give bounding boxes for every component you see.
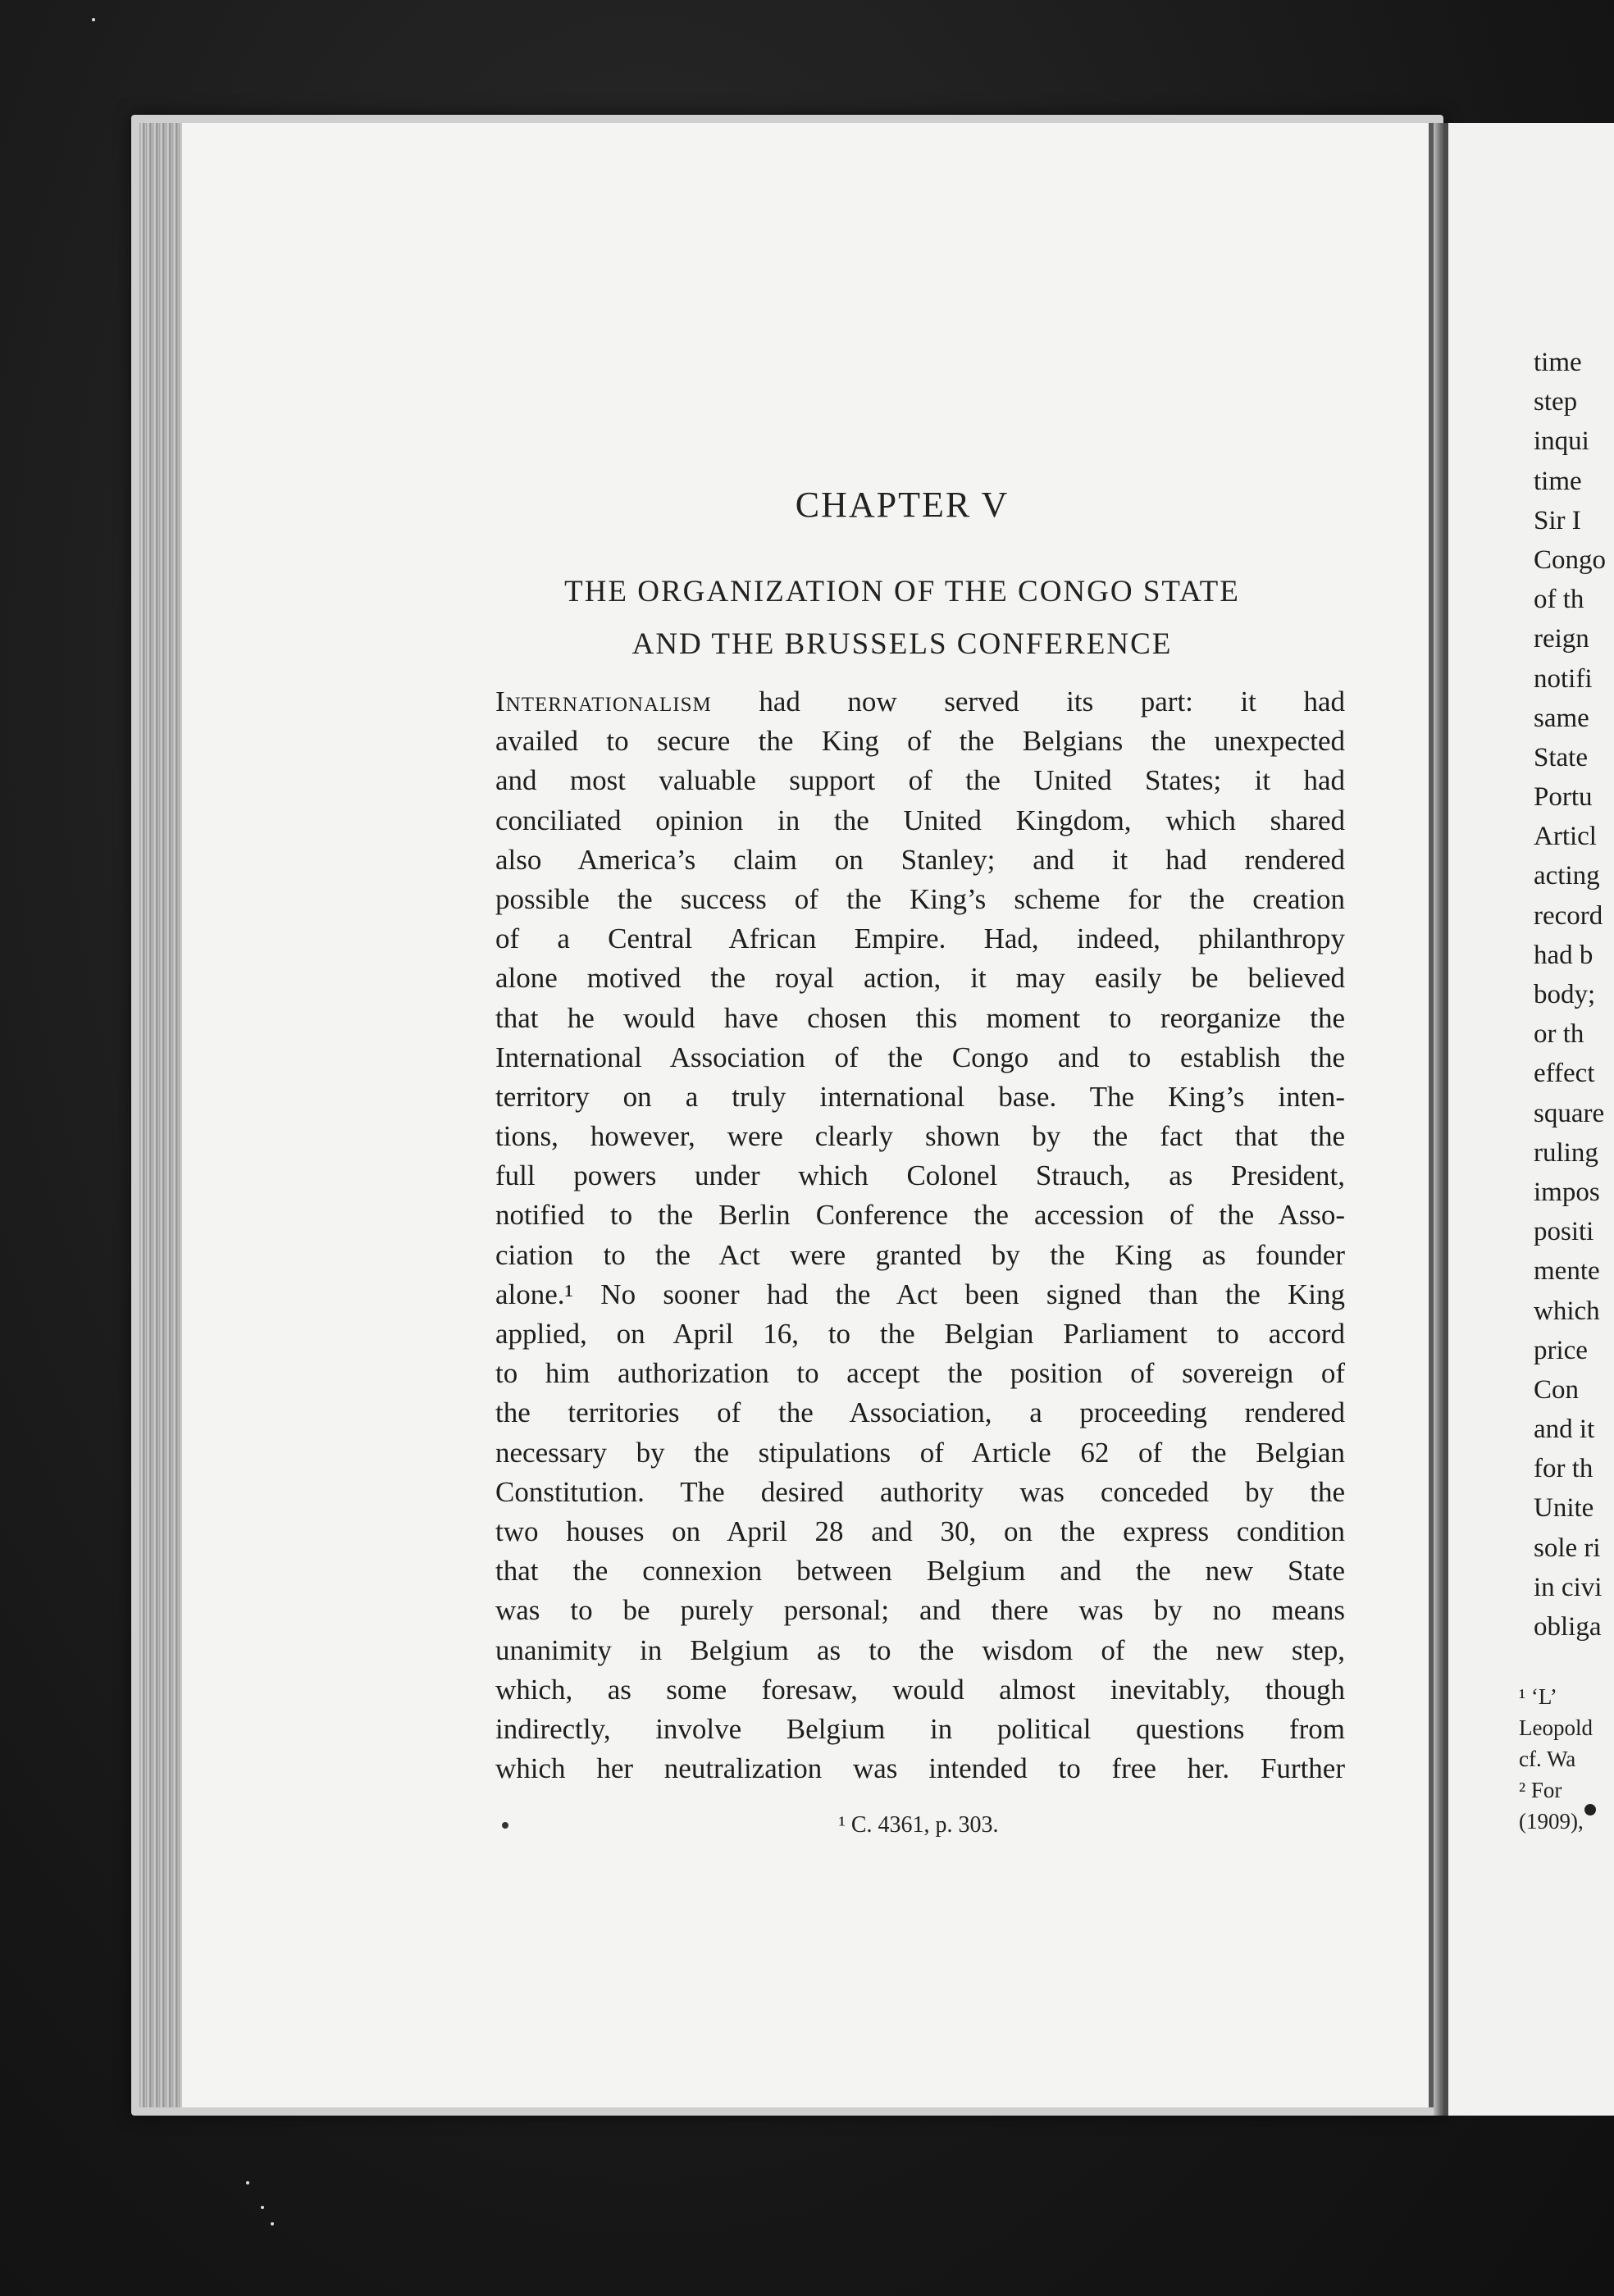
right-line: obliga: [1534, 1612, 1602, 1642]
body-line: Constitution. The desired authority was conceded by the: [495, 1475, 1345, 1508]
right-line: Unite: [1534, 1493, 1594, 1524]
body-line: full powers under which Colonel Strauch, as President,: [495, 1159, 1345, 1192]
right-line: for th: [1534, 1454, 1593, 1484]
body-line: alone motived the royal action, it may easily be believed: [495, 962, 1345, 995]
body-line: applied, on April 16, to the Belgian Parliament to accord: [495, 1318, 1345, 1350]
body-line: unanimity in Belgium as to the wisdom of the new step,: [495, 1633, 1345, 1666]
right-line: had b: [1534, 940, 1593, 970]
right-line: inqui: [1534, 426, 1589, 457]
right-line: time: [1534, 348, 1582, 377]
right-line: sole ri: [1534, 1533, 1601, 1563]
right-line: Portu: [1534, 782, 1593, 813]
right-line: ruling: [1534, 1137, 1598, 1168]
body-line: notified to the Berlin Conference the accession of the Asso-: [495, 1199, 1345, 1232]
right-footnote-line: Leopold: [1519, 1715, 1593, 1740]
right-footnote-line: ² For: [1519, 1778, 1562, 1802]
right-line: Articl: [1534, 822, 1597, 852]
body-line: that he would have chosen this moment to reorganize the: [495, 1001, 1345, 1034]
body-line: was to be purely personal; and there was by no means: [495, 1594, 1345, 1627]
opening-word: Internationalism: [495, 686, 712, 718]
right-footnote-line: cf. Wa: [1519, 1747, 1576, 1771]
chapter-title: [492, 566, 1312, 671]
right-line: square: [1534, 1098, 1605, 1128]
right-line: positi: [1534, 1217, 1594, 1247]
body-line: which, as some foresaw, would almost inevitably, though: [495, 1673, 1345, 1706]
right-page-footnotes: [1519, 1681, 1614, 1837]
body-line: to him authorization to accept the position of sovereign of: [495, 1357, 1345, 1390]
print-speck: [1584, 1804, 1596, 1815]
right-line: mente: [1534, 1256, 1600, 1287]
scan-speck: [92, 18, 95, 21]
right-line: acting: [1534, 861, 1600, 891]
body-line: of a Central African Empire. Had, indeed, philanthropy: [495, 922, 1345, 955]
body-line: and most valuable support of the United States; it had: [495, 764, 1345, 797]
footnote: ¹ C. 4361, p. 303.: [838, 1812, 999, 1838]
body-line: tions, however, were clearly shown by the fact that the: [495, 1120, 1345, 1153]
right-line: step: [1534, 387, 1578, 417]
scan-speck: [246, 2181, 249, 2184]
body-line: Internationalism had now served its part: it had: [495, 686, 1345, 718]
body-line: conciliated opinion in the United Kingdom, which shared: [495, 804, 1345, 836]
right-line: Sir I: [1534, 505, 1581, 535]
right-line: price: [1534, 1335, 1588, 1365]
right-line: of th: [1534, 585, 1584, 615]
chapter-title-line: AND THE BRUSSELS CONFERENCE: [631, 627, 1173, 661]
body-line: possible the success of the King’s scheme for the creation: [495, 882, 1345, 915]
body-line: two houses on April 28 and 30, on the express condition: [495, 1515, 1345, 1547]
chapter-number: CHAPTER V: [795, 485, 1010, 525]
body-line: which her neutralization was intended to free her. Further: [495, 1752, 1345, 1785]
right-line: record: [1534, 900, 1603, 931]
right-footnote-line: (1909),: [1519, 1809, 1584, 1834]
right-line: State: [1534, 742, 1588, 772]
right-line: Congo: [1534, 544, 1607, 575]
chapter-title-line: THE ORGANIZATION OF THE CONGO STATE: [564, 575, 1240, 608]
body-line: availed to secure the King of the Belgians the unexpected: [495, 725, 1345, 758]
right-line: and it: [1534, 1414, 1595, 1445]
body-line: International Association of the Congo and to establish the: [495, 1041, 1345, 1073]
body-line: the territories of the Association, a proceeding rendered: [495, 1396, 1345, 1429]
right-line: Con: [1534, 1374, 1580, 1405]
scan-speck: [271, 2222, 274, 2225]
body-line: ciation to the Act were granted by the King as founder: [495, 1238, 1345, 1271]
right-line: body;: [1534, 980, 1596, 1009]
right-page-text: [1534, 343, 1614, 1647]
body-line: necessary by the stipulations of Article 62 of the Belgian: [495, 1436, 1345, 1469]
body-line: also America’s claim on Stanley; and it had rendered: [495, 843, 1345, 876]
right-line: effect: [1534, 1059, 1595, 1089]
body-paragraph: [495, 682, 1345, 1788]
right-line: time: [1534, 466, 1582, 496]
body-line: alone.¹ No sooner had the Act been signed than the King: [495, 1278, 1345, 1310]
right-line: same: [1534, 703, 1589, 733]
right-line: notifi: [1534, 663, 1593, 694]
right-line: which: [1534, 1296, 1600, 1326]
page-edges: [139, 123, 189, 2107]
right-line: or th: [1534, 1019, 1584, 1050]
scan-speck: [261, 2206, 264, 2209]
body-line: indirectly, involve Belgium in political questions from: [495, 1712, 1345, 1745]
body-line: territory on a truly international base. The King’s inten-: [495, 1080, 1345, 1113]
right-line: reign: [1534, 624, 1589, 654]
right-line: in civi: [1534, 1572, 1603, 1602]
right-line: impos: [1534, 1177, 1600, 1207]
right-footnote-line: ¹ ‘L’: [1519, 1684, 1557, 1709]
body-line: that the connexion between Belgium and the new State: [495, 1555, 1345, 1588]
